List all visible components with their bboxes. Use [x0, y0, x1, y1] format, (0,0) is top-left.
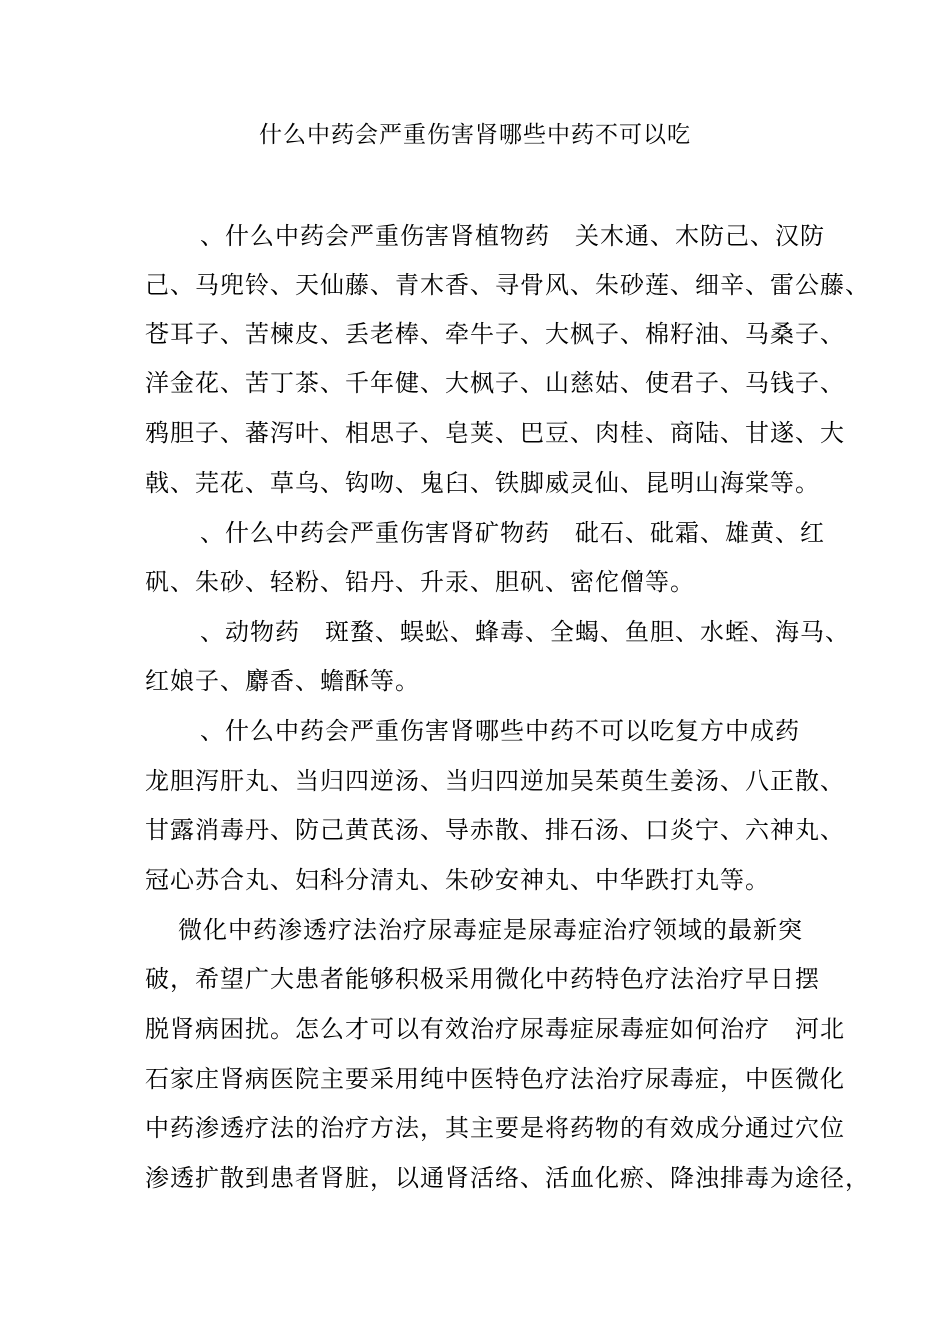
text-line: 石家庄肾病医院主要采用纯中医特色疗法治疗尿毒症，中医微化: [145, 1065, 845, 1093]
text-line: 冠心苏合丸、妇科分清丸、朱砂安神丸、中华跌打丸等。: [145, 866, 770, 894]
text-line: 中药渗透疗法的治疗方法，其主要是将药物的有效成分通过穴位: [145, 1114, 845, 1142]
text-line: 洋金花、苦丁茶、千年健、大枫子、山慈姑、使君子、马钱子、: [145, 369, 845, 397]
text-line: 矾、朱砂、轻粉、铅丹、升汞、胆矾、密佗僧等。: [145, 568, 695, 596]
text-line: 己、马兜铃、天仙藤、青木香、寻骨风、朱砂莲、细辛、雷公藤、: [145, 271, 870, 299]
text-line: 戟、芫花、草乌、钩吻、鬼臼、铁脚威灵仙、昆明山海棠等。: [145, 469, 820, 497]
text-line: 渗透扩散到患者肾脏，以通肾活络、活血化瘀、降浊排毒为途径，: [145, 1164, 870, 1192]
text-line: 甘露消毒丹、防己黄芪汤、导赤散、排石汤、口炎宁、六神丸、: [145, 816, 845, 844]
text-line: 红娘子、麝香、蟾酥等。: [145, 667, 420, 695]
text-line-animal-drugs-heading: 、动物药 斑蝥、蜈蚣、蜂毒、全蝎、鱼胆、水蛭、海马、: [200, 618, 850, 646]
text-line: 苍耳子、苦楝皮、丢老棒、牵牛子、大枫子、棉籽油、马桑子、: [145, 320, 845, 348]
text-line: 龙胆泻肝丸、当归四逆汤、当归四逆加吴茱萸生姜汤、八正散、: [145, 767, 845, 795]
text-line: 破，希望广大患者能够积极采用微化中药特色疗法治疗早日摆: [145, 965, 820, 993]
text-line-compound-drugs-heading: 、什么中药会严重伤害肾哪些中药不可以吃复方中成药: [200, 717, 800, 745]
text-line-plant-drugs-heading: 、什么中药会严重伤害肾植物药 关木通、木防己、汉防: [200, 222, 825, 250]
text-line-paragraph-start: 微化中药渗透疗法治疗尿毒症是尿毒症治疗领域的最新突: [178, 916, 803, 944]
text-line: 脱肾病困扰。怎么才可以有效治疗尿毒症尿毒症如何治疗 河北: [145, 1015, 845, 1043]
text-line-mineral-drugs-heading: 、什么中药会严重伤害肾矿物药 砒石、砒霜、雄黄、红: [200, 519, 825, 547]
text-line: 鸦胆子、蕃泻叶、相思子、皂荚、巴豆、肉桂、商陆、甘遂、大: [145, 419, 845, 447]
document-title: 什么中药会严重伤害肾哪些中药不可以吃: [259, 122, 691, 148]
